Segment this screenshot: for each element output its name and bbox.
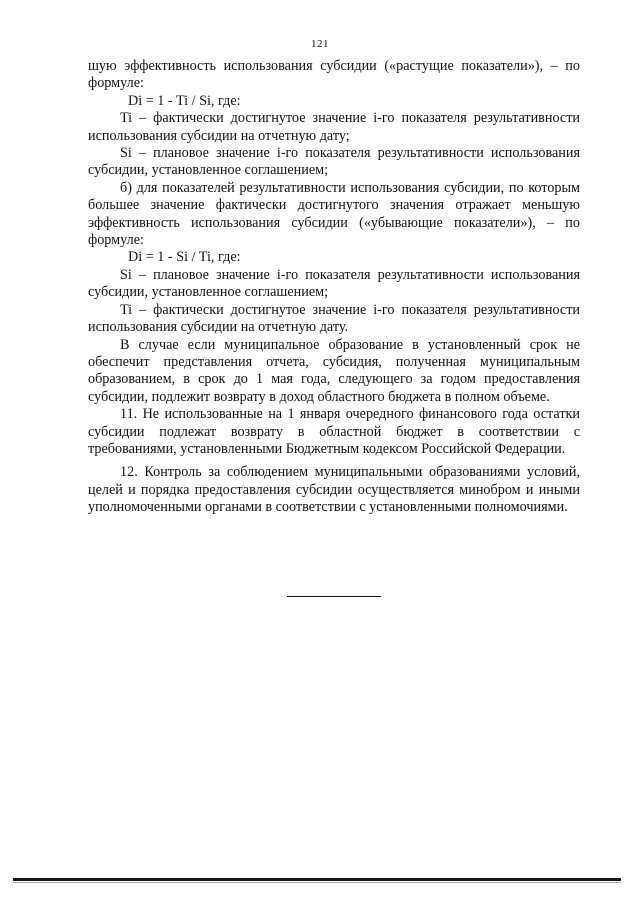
definition-ti: Ti – фактически достигнутое значение i-го показателя результативности использования субсидии на отчетную дату;	[88, 110, 580, 144]
paragraph-12: 12. Контроль за соблюдением муниципальными образованиями условий, целей и порядка предоставления субсидии осуществляется минобром и иными уполномоченными органами в соответствии с установленными полномочиями.	[88, 464, 580, 516]
scan-edge-shadow	[13, 882, 621, 883]
formula-growing: Di = 1 - Ti / Si, где:	[128, 92, 241, 109]
document-body	[88, 58, 580, 517]
paragraph-continuation: шую эффективность использования субсидии («растущие показатели»), – по формуле:	[88, 58, 580, 92]
definition-ti-2: Ti – фактически достигнутое значение i-го показателя результативности использования субсидии на отчетную дату.	[88, 301, 580, 336]
formula-decreasing: Di = 1 - Si / Ti, где:	[128, 249, 241, 266]
signoff-rule	[287, 596, 381, 597]
definition-si: Si – плановое значение i-го показателя результативности использования субсидии, установленное соглашением;	[88, 145, 580, 179]
paragraph-b: б) для показателей результативности использования субсидии, по которым большее значение фактически достигнутого значения отражает меньшую эффективность использования субсидии («убывающие показатели»), – по формуле:	[88, 179, 580, 249]
paragraph-report: В случае если муниципальное образование в установленный срок не обеспечит представления отчета, субсидия, полученная муниципальным образованием, в срок до 1 мая года, следующего за годом предоставления субсидии, подлежит возврату в доход областного бюджета в полном объеме.	[88, 336, 580, 405]
scan-edge-band	[13, 878, 621, 881]
definition-si-2: Si – плановое значение i-го показателя результативности использования субсидии, установленное соглашением;	[88, 266, 580, 301]
paragraph-11: 11. Не использованные на 1 января очередного финансового года остатки субсидии подлежат возврату в областной бюджет в соответствии с требованиями, установленными Бюджетным кодексом Российской Федерации.	[88, 406, 580, 457]
page-number: 121	[311, 38, 329, 50]
